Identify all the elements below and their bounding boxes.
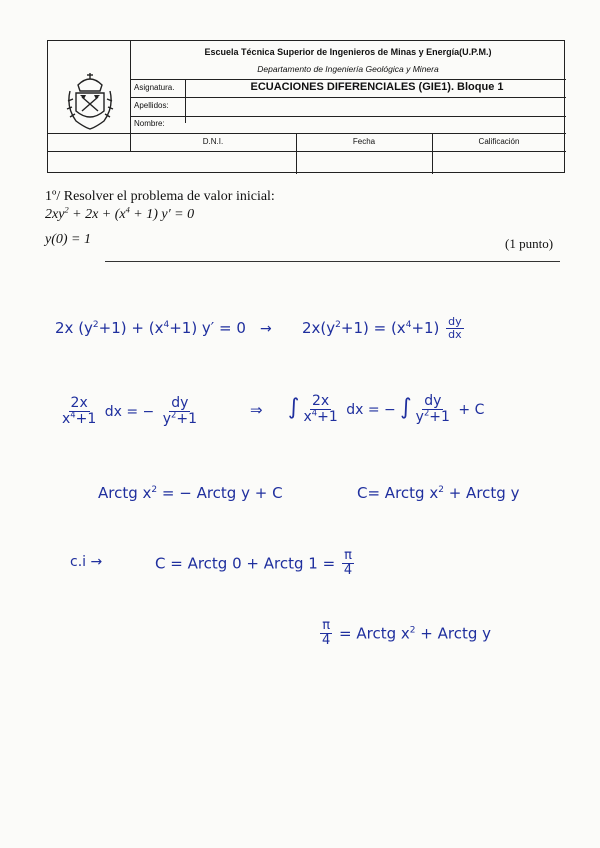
department-name: Departamento de Ingeniería Geológica y Minera [257,64,439,74]
solution-step-5: Arctg $x^2$ = − Arctg y + C [98,484,283,502]
university-crest-icon [64,71,116,133]
solution-result: $\frac{\pi}{4}$ = Arctg $x^2$ + Arctg y [322,618,492,649]
school-name: Escuela Técnica Superior de Ingenieros de Minas y Energía(U.P.M.) [204,47,492,57]
solution-step-2: $2x(y^2+1) = (x^4+1)$ $\frac{dy}{dx}$ [302,315,462,342]
grade-label: Calificación [478,137,520,146]
date-label: Fecha [352,137,376,146]
solution-step-7: C = Arctg 0 + Arctg 1 = $\frac{\pi}{4}$ [155,548,353,579]
header-table [47,40,565,173]
solution-step-1: 2x $(y^2+1) + (x^4+1) y' = 0$ [55,319,246,337]
divider [105,261,560,262]
solution-step-4: ∫ $\frac{2x}{x^4+1}$ dx = − ∫ $\frac{dy}{y^2+1}$ + C [288,393,485,426]
subject-value [188,81,566,93]
solution-step-3: $\frac{2x}{x^4+1}$ dx = − $\frac{dy}{y^2+1}$ [62,395,197,428]
surname-label: Apellidos: [134,101,169,110]
arrow-1: → [260,321,272,337]
solution-step-6: C= Arctg $x^2$ + Arctg y [357,484,520,502]
initial-condition: y(0) = 1 [45,232,91,247]
problem-title: 1º/ Resolver el problema de valor inicial: [45,189,275,204]
name-label: Nombre: [134,119,165,128]
points-label: (1 punto) [505,236,554,251]
problem-equation: $2xy^2 + 2x + (x^4 + 1) y' = 0$ [45,205,195,222]
subject-value-text: ECUACIONES DIFERENCIALES (GIE1). Bloque 1 [250,81,504,93]
dni-label: D.N.I. [202,137,224,146]
arrow-2: ⇒ [250,401,263,419]
subject-label: Asignatura. [134,83,175,92]
initial-condition-label: c.i → [70,554,103,570]
